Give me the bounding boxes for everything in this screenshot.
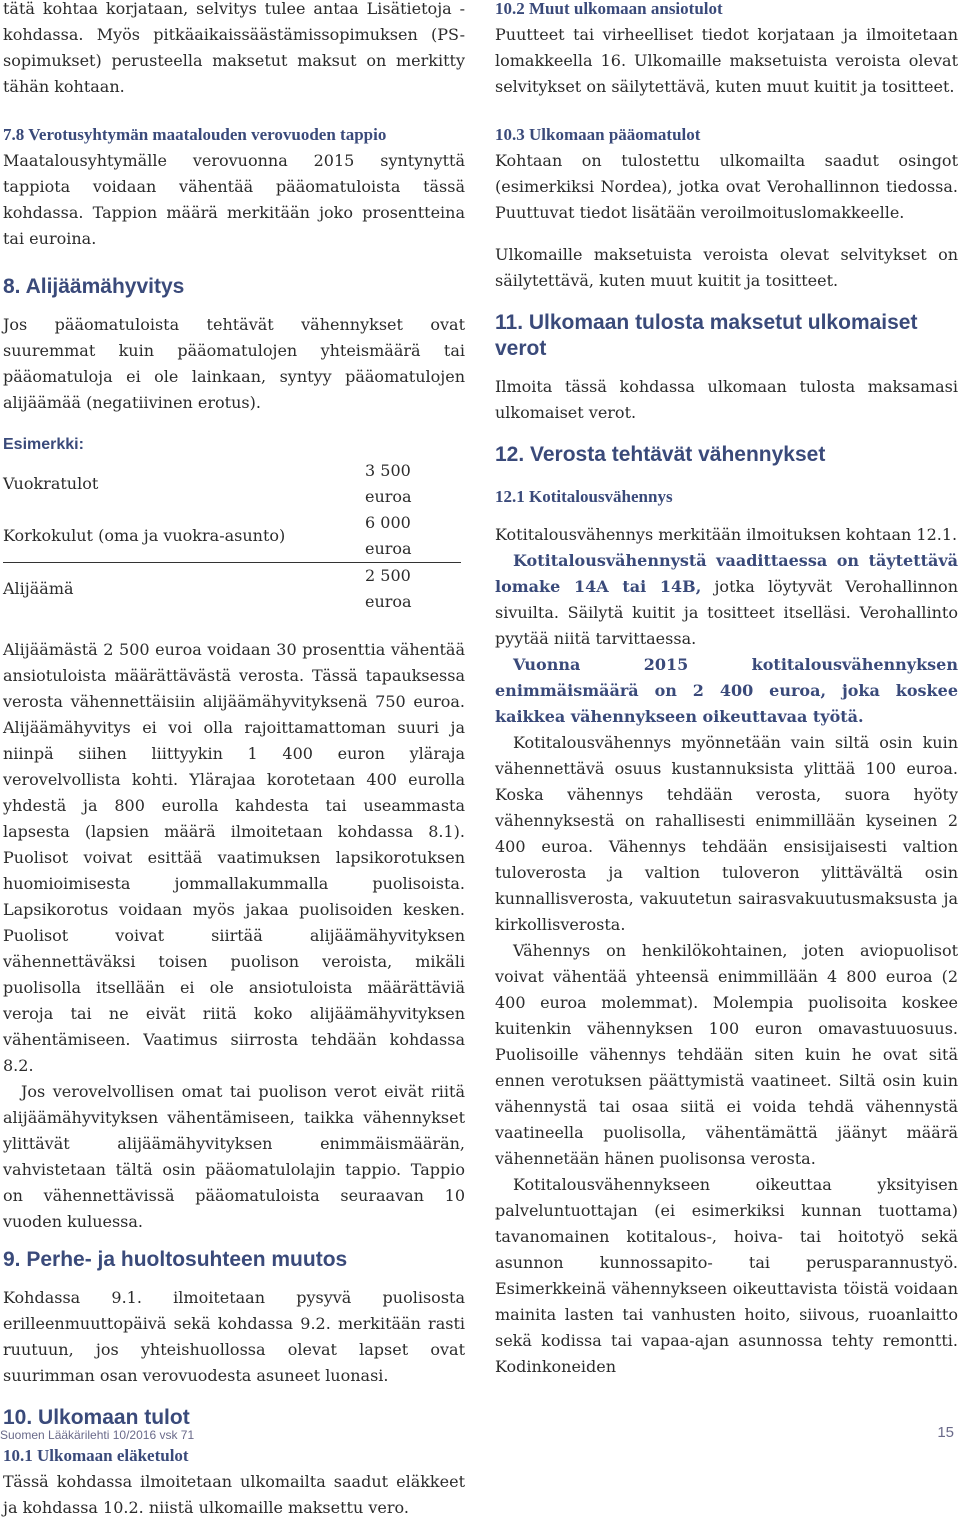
example-row-amount: 3 500 euroa bbox=[365, 461, 412, 506]
example-row-label: Alijäämä bbox=[3, 579, 74, 598]
paragraph-12-1: Kotitalousvähennys merkitään ilmoituksen kohtaan 12.1. bbox=[495, 525, 958, 544]
heading-7-8: 7.8 Verotusyhtymän maatalouden verovuoden tappio bbox=[3, 125, 387, 144]
paragraph-12-1-c bbox=[495, 652, 958, 730]
heading-9: 9. Perhe- ja huoltosuhteen muutos bbox=[3, 1248, 348, 1271]
heading-12: 12. Verosta tehtävät vähennykset bbox=[495, 443, 826, 466]
example-row-label: Korkokulut (oma ja vuokra-asunto) bbox=[3, 510, 365, 563]
example-row bbox=[3, 458, 461, 510]
intro-paragraph: tätä kohtaa korjataan, selvitys tulee antaa Lisätietoja -kohdassa. Myös pitkäaikaissäästämissopimuksen (PS-sopimukset) perusteella maksetut maksut on merkitty tähän kohtaan. bbox=[3, 0, 465, 96]
left-column bbox=[3, 0, 465, 1521]
heading-11: 11. Ulkomaan tulosta maksetut ulkomaiset verot bbox=[495, 311, 918, 360]
paragraph-12-1-f: Kotitalousvähennykseen oikeuttaa yksityisen palveluntuottajan (ei esimerkiksi kunnan tuottama) tavanomainen kotitalous-, hoiva- tai hoitotyö sekä asunnon kunnossapito- tai perusparannustyö. Esimerkkeinä vähennykseen oikeuttavista töistä voidaan mainita lasten tai vanhusten hoito, siivous, ruoanlaitto sekä kodissa tai vapaa-ajan asunnossa tehty remontti. Kodinkoneiden bbox=[495, 1175, 958, 1376]
right-column bbox=[495, 0, 958, 1380]
heading-10-1: 10.1 Ulkomaan eläketulot bbox=[3, 1446, 189, 1465]
example-table bbox=[3, 458, 461, 615]
paragraph-8-b: Alijäämästä 2 500 euroa voidaan 30 prosenttia vähentää ansiotuloista määrättävästä verosta. Tässä tapauksessa verosta vähennettäisiin alijäämähyvityksenä 750 euroa. Alijäämähyvitys ei voi olla rajoittamattoman suuri ja niinpä siihen liittyykin 1 400 euron yläraja verovelvollista kohti. Ylärajaa korotetaan 400 eurolla yhdestä ja 800 eurolla kahdesta tai useammasta lapsesta (lapsien määrä ilmoitetaan kohdassa 8.1). Puolisot voivat esittää vaatimuksen lapsikorotuksen huomioimisesta jommallakummalla puolisoista. Lapsikorotus voidaan myös jakaa puolisoiden kesken. Puolisot voivat siirtää alijäämähyvityksen vähennettäväksi toisen puolison veroista, mikäli puolisolla itsellään ei ole ansiotuloista määrättäviä veroja tai ne eivät riitä koko alijäämähyvityksen vähentämiseen. Vaatimus siirrosta tehdään kohdassa 8.2. bbox=[3, 640, 465, 1075]
paragraph-10-3: Kohtaan on tulostettu ulkomailta saadut osingot (esimerkiksi Nordea), jotka ovat Verohallinnon tiedossa. Puuttuvat tiedot lisätään veroilmoituslomakkeelle. bbox=[495, 151, 958, 222]
paragraph-10-1: Tässä kohdassa ilmoitetaan ulkomailta saadut eläkkeet ja kohdassa 10.2. niistä ulkomaille maksettu vero. bbox=[3, 1472, 465, 1517]
example-row-amount: 6 000 euroa bbox=[365, 510, 461, 563]
paragraph-8: Jos pääomatuloista tehtävät vähennykset ovat suuremmat kuin pääomatulojen yhteismäärä tai pääomatuloja ei ole lainkaan, syntyy pääomatulojen alijäämää (negatiivinen erotus). bbox=[3, 315, 465, 412]
heading-10: 10. Ulkomaan tulot bbox=[3, 1406, 190, 1429]
heading-10-2: 10.2 Muut ulkomaan ansiotulot bbox=[495, 0, 723, 18]
paragraph-12-1-b-rest: jotka löytyvät Verohallinnon sivuilta. Säilytä kuitit ja tositteet itselläsi. Verohallinto pyytää niitä tarvittaessa. bbox=[495, 577, 958, 648]
paragraph-7-8: Maatalousyhtymälle verovuonna 2015 syntynyttä tappiota voidaan vähentää pääomatuloista tässä kohdassa. Tappion määrä merkitään joko prosentteina tai euroina. bbox=[3, 151, 465, 248]
paragraph-9: Kohdassa 9.1. ilmoitetaan pysyvä puolisosta erilleenmuuttopäivä sekä kohdassa 9.2. merkitään rasti ruutuun, jos yhteishuollossa olevat lapset ovat suurimman osan verovuodesta asuneet luonasi. bbox=[3, 1288, 465, 1385]
example-row-amount: 2 500 euroa bbox=[365, 566, 412, 611]
paragraph-10-2: Puutteet tai virheelliset tiedot korjataan ja ilmoitetaan lomakkeella 16. Ulkomaille maksetuista veroista olevat selvitykset on säilytettävä, kuten muut kuitit ja tositteet. bbox=[495, 25, 958, 96]
paragraph-12-1-e: Vähennys on henkilökohtainen, joten aviopuolisot voivat vähentää yhteensä enimmillään 4 800 euroa (2 400 euroa molemmat). Molempia puolisoita koskee kuitenkin vähennyksen 100 euron omavastuuosuus. Puolisoille vähennys tehdään siten kuin he ovat sitä ennen verotuksen päättymistä vaatineet. Siltä osin kuin vähennystä tai osaa siitä ei voida tehdä vähennystä vaatineella puolisolla, vähentämättä jäänyt määrä vähennetään hänen puolisonsa verosta. bbox=[495, 941, 958, 1168]
paragraph-11: Ilmoita tässä kohdassa ulkomaan tulosta maksamasi ulkomaiset verot. bbox=[495, 377, 958, 422]
paragraph-12-1-c-bold: Vuonna 2015 kotitalousvähennyksen enimmäismäärä on 2 400 euroa, joka koskee kaikkea vähennykseen oikeuttavaa työtä. bbox=[495, 655, 958, 726]
publication-footer: Suomen Lääkärilehti 10/2016 vsk 71 bbox=[0, 1428, 195, 1442]
example-row-total bbox=[3, 563, 461, 616]
example-row-label: Vuokratulot bbox=[3, 474, 99, 493]
paragraph-12-1-b-bold: Kotitalousvähennystä vaadittaessa on täytettävä lomake 14A tai 14B, bbox=[495, 551, 958, 596]
heading-12-1: 12.1 Kotitalousvähennys bbox=[495, 487, 673, 506]
paragraph-8-c: Jos verovelvollisen omat tai puolison verot eivät riitä alijäämähyvityksen vähentämiseen, taikka vähennykset ylittävät alijäämähyvityksen enimmäismäärän, vahvistetaan tältä osin pääomatulolajin tappio. Tappio on vähennettävissä pääomatuloista seuraavan 10 vuoden kuluessa. bbox=[3, 1082, 465, 1231]
example-row bbox=[3, 510, 461, 563]
paragraph-10-3-b: Ulkomaille maksetuista veroista olevat selvitykset on säilytettävä, kuten muut kuitit ja tositteet. bbox=[495, 245, 958, 290]
example-label: Esimerkki: bbox=[3, 436, 84, 453]
paragraph-12-1-d: Kotitalousvähennys myönnetään vain siltä osin kuin vähennettävä osuus kustannuksista ylittää 100 euroa. Koska vähennys tehdään verosta, suora hyöty vähennyksestä on rahallisesti enimmillään kyseinen 2 400 euroa. Vähennys tehdään ensisijaisesti valtion tuloverosta ja valtion tuloveron ylittävältä osin kunnallisverosta, vakuutetun sairasvakuutusmaksusta ja kirkollisverosta. bbox=[495, 733, 958, 934]
heading-10-3: 10.3 Ulkomaan pääomatulot bbox=[495, 125, 701, 144]
paragraph-12-1-b bbox=[495, 548, 958, 652]
page-number: 15 bbox=[937, 1424, 954, 1441]
heading-8: 8. Alijäämähyvitys bbox=[3, 275, 185, 298]
